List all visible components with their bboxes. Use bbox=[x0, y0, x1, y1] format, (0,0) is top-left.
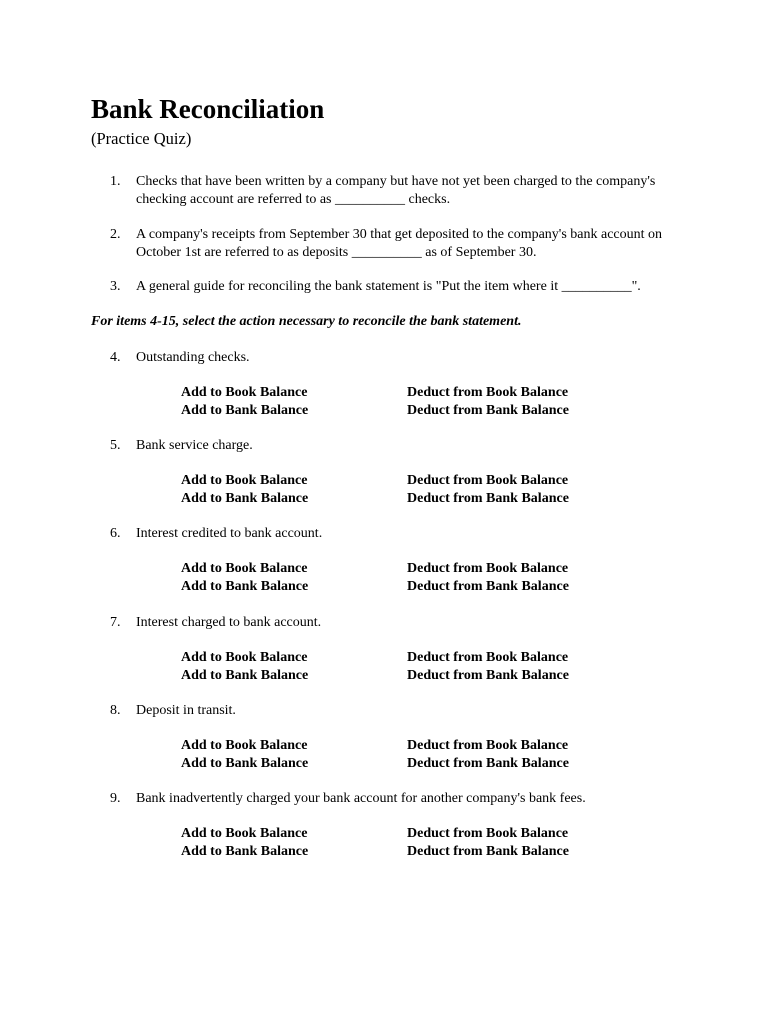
question-text: Outstanding checks. bbox=[136, 350, 250, 365]
option-add-book-balance[interactable]: Add to Book Balance bbox=[181, 385, 308, 400]
question-number: 6. bbox=[110, 526, 121, 541]
option-add-book-balance[interactable]: Add to Book Balance bbox=[181, 473, 308, 488]
page-title: Bank Reconciliation bbox=[91, 94, 325, 124]
answer-options-8 bbox=[181, 737, 601, 773]
question-text-line: checking account are referred to as __________ checks. bbox=[136, 192, 451, 207]
question-text: Bank inadvertently charged your bank account for another company's bank fees. bbox=[136, 791, 586, 806]
option-add-book-balance[interactable]: Add to Book Balance bbox=[181, 826, 308, 841]
option-deduct-bank-balance[interactable]: Deduct from Bank Balance bbox=[407, 756, 569, 771]
option-deduct-book-balance[interactable]: Deduct from Book Balance bbox=[407, 738, 569, 753]
answer-options-4 bbox=[181, 384, 601, 420]
answer-options-7 bbox=[181, 649, 601, 685]
question-text: Interest credited to bank account. bbox=[136, 526, 323, 541]
question-text: Bank service charge. bbox=[136, 438, 253, 453]
option-deduct-bank-balance[interactable]: Deduct from Bank Balance bbox=[407, 403, 569, 418]
question-number: 3. bbox=[110, 279, 121, 294]
question-number: 5. bbox=[110, 438, 121, 453]
question-text: Interest charged to bank account. bbox=[136, 615, 322, 630]
option-deduct-book-balance[interactable]: Deduct from Book Balance bbox=[407, 561, 569, 576]
question-text-line: Checks that have been written by a company but have not yet been charged to the company's bbox=[136, 174, 656, 189]
option-add-bank-balance[interactable]: Add to Bank Balance bbox=[181, 668, 309, 683]
option-add-bank-balance[interactable]: Add to Bank Balance bbox=[181, 844, 309, 859]
question-number: 9. bbox=[110, 791, 121, 806]
option-add-bank-balance[interactable]: Add to Bank Balance bbox=[181, 579, 309, 594]
option-deduct-book-balance[interactable]: Deduct from Book Balance bbox=[407, 385, 569, 400]
question-text-line: A general guide for reconciling the bank statement is "Put the item where it __________". bbox=[136, 279, 641, 294]
option-add-bank-balance[interactable]: Add to Bank Balance bbox=[181, 403, 309, 418]
answer-options-6 bbox=[181, 560, 601, 596]
question-number: 1. bbox=[110, 174, 121, 189]
page-subtitle: (Practice Quiz) bbox=[91, 129, 192, 148]
option-deduct-bank-balance[interactable]: Deduct from Bank Balance bbox=[407, 491, 569, 506]
option-add-book-balance[interactable]: Add to Book Balance bbox=[181, 738, 308, 753]
answer-options-5 bbox=[181, 472, 601, 508]
option-deduct-book-balance[interactable]: Deduct from Book Balance bbox=[407, 473, 569, 488]
option-deduct-bank-balance[interactable]: Deduct from Bank Balance bbox=[407, 668, 569, 683]
question-number: 7. bbox=[110, 615, 121, 630]
question-number: 4. bbox=[110, 350, 121, 365]
question-text bbox=[136, 278, 676, 296]
option-add-book-balance[interactable]: Add to Book Balance bbox=[181, 561, 308, 576]
option-add-bank-balance[interactable]: Add to Bank Balance bbox=[181, 756, 309, 771]
option-add-bank-balance[interactable]: Add to Bank Balance bbox=[181, 491, 309, 506]
option-deduct-book-balance[interactable]: Deduct from Book Balance bbox=[407, 826, 569, 841]
answer-options-9 bbox=[181, 825, 601, 861]
question-text bbox=[136, 173, 676, 209]
question-text-line: October 1st are referred to as deposits __________ as of September 30. bbox=[136, 245, 537, 260]
question-text-line: A company's receipts from September 30 that get deposited to the company's bank account on bbox=[136, 227, 663, 242]
question-number: 2. bbox=[110, 227, 121, 242]
instruction-text: For items 4-15, select the action necessary to reconcile the bank statement. bbox=[91, 314, 522, 329]
question-number: 8. bbox=[110, 703, 121, 718]
option-deduct-book-balance[interactable]: Deduct from Book Balance bbox=[407, 650, 569, 665]
question-text: Deposit in transit. bbox=[136, 703, 236, 718]
question-text bbox=[136, 226, 676, 262]
option-add-book-balance[interactable]: Add to Book Balance bbox=[181, 650, 308, 665]
option-deduct-bank-balance[interactable]: Deduct from Bank Balance bbox=[407, 579, 569, 594]
option-deduct-bank-balance[interactable]: Deduct from Bank Balance bbox=[407, 844, 569, 859]
